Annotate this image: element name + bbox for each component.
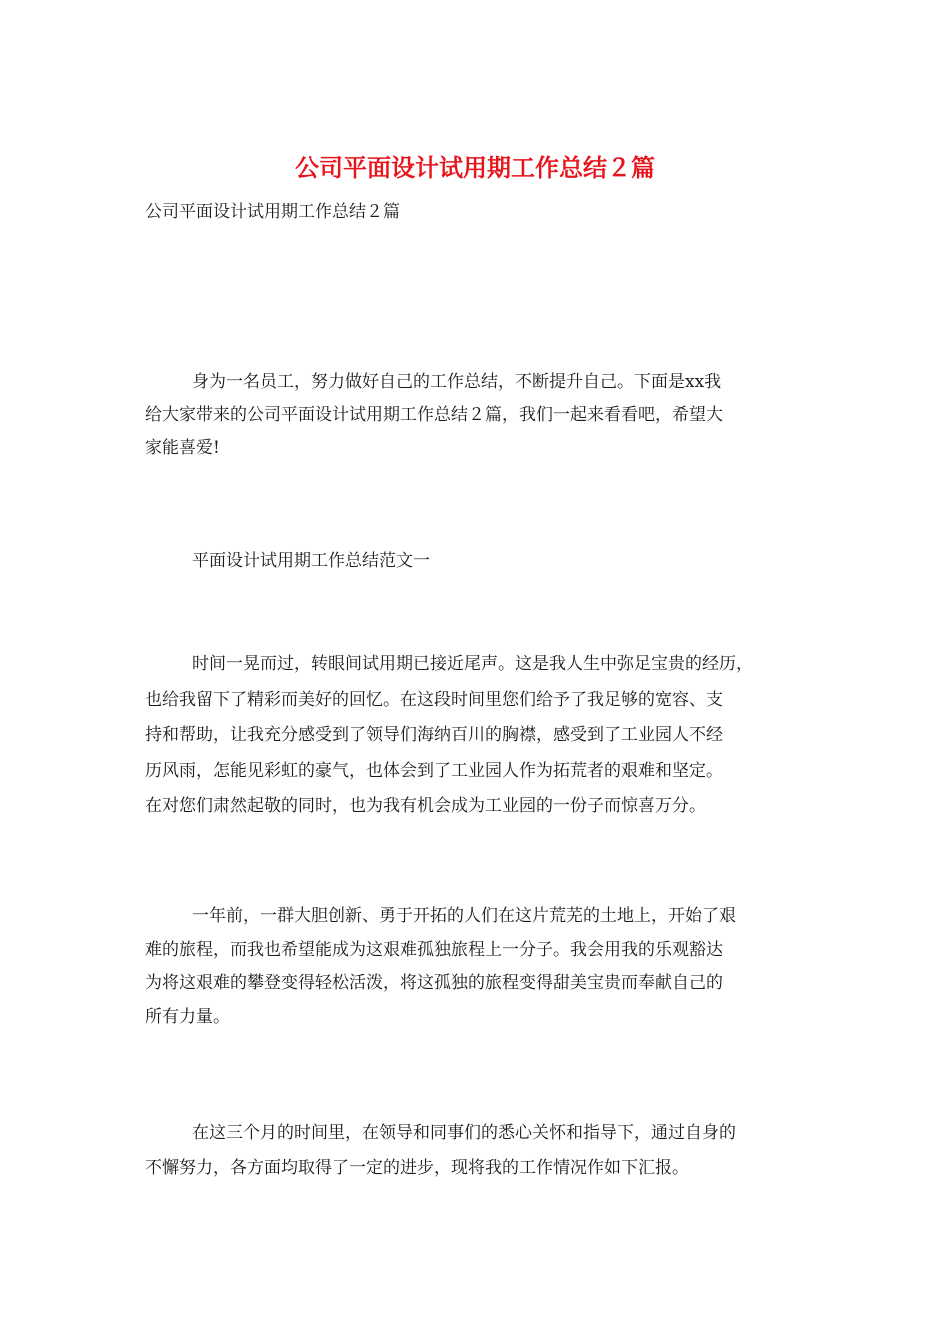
intro-line: 给大家带来的公司平面设计试用期工作总结２篇，我们一起来看看吧，希望大 [145, 405, 723, 425]
body-paragraph-3 [145, 1116, 825, 1186]
paragraph-line: 所有力量。 [145, 1006, 230, 1027]
intro-line: 身为一名员工，努力做好自己的工作总结，不断提升自己。下面是xx我 [192, 372, 722, 392]
document-title: 公司平面设计试用期工作总结２篇 [295, 154, 655, 182]
paragraph-line: 在对您们肃然起敬的同时，也为我有机会成为工业园的一份子而惊喜万分。 [145, 796, 706, 816]
paragraph-line: 历风雨，怎能见彩虹的豪气，也体会到了工业园人作为拓荒者的艰难和坚定。 [145, 760, 723, 781]
paragraph-line: 时间一晃而过，转眼间试用期已接近尾声。这是我人生中弥足宝贵的经历， [192, 654, 753, 674]
body-paragraph-1 [145, 647, 825, 825]
intro-paragraph [145, 366, 825, 465]
paragraph-line: 难的旅程，而我也希望能成为这艰难孤独旅程上一分子。我会用我的乐观豁达 [145, 939, 723, 960]
paragraph-line: 在这三个月的时间里，在领导和同事们的悉心关怀和指导下，通过自身的 [192, 1123, 736, 1143]
section-heading [145, 545, 825, 578]
document-subtitle: 公司平面设计试用期工作总结２篇 [145, 202, 400, 222]
paragraph-line: 不懈努力，各方面均取得了一定的进步，现将我的工作情况作如下汇报。 [145, 1158, 689, 1178]
body-paragraph-2 [145, 900, 825, 1034]
paragraph-line: 为将这艰难的攀登变得轻松活泼，将这孤独的旅程变得甜美宝贵而奉献自己的 [145, 973, 723, 993]
paragraph-line: 持和帮助，让我充分感受到了领导们海纳百川的胸襟，感受到了工业园人不经 [145, 725, 723, 745]
paragraph-line: 一年前，一群大胆创新、勇于开拓的人们在这片荒芜的土地上，开始了艰 [192, 906, 736, 926]
paragraph-line: 也给我留下了精彩而美好的回忆。在这段时间里您们给予了我足够的宽容、支 [145, 689, 723, 710]
section-heading-text: 平面设计试用期工作总结范文一 [192, 551, 430, 571]
intro-line: 家能喜爱! [145, 438, 220, 458]
